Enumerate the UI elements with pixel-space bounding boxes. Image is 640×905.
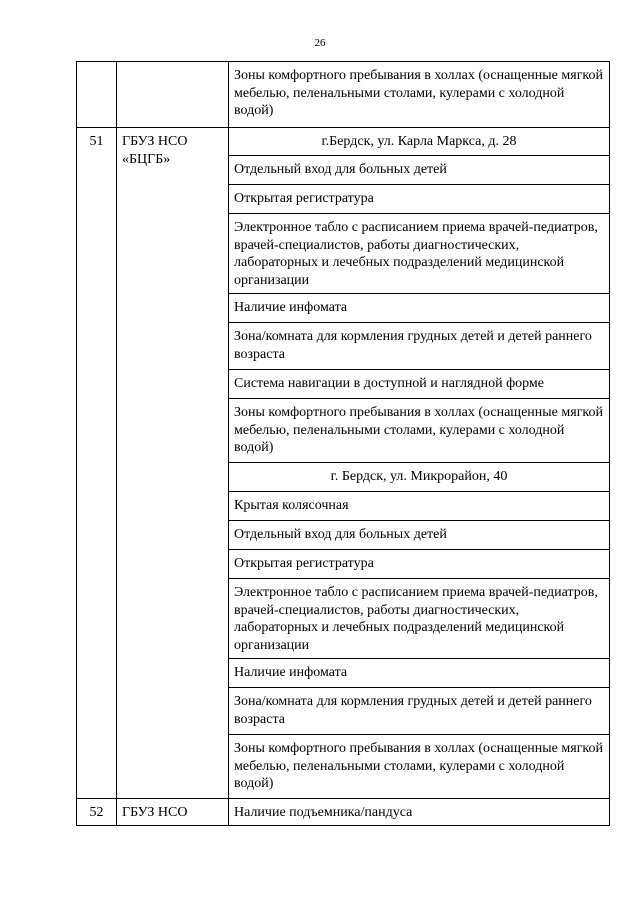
measure-cell: Электронное табло с расписанием приема врачей-педиатров, врачей-специалистов, работы диагностических, лабораторных и лечебных подразделений медицинской организации bbox=[229, 214, 610, 294]
table-row bbox=[77, 62, 610, 128]
measure-cell: Отдельный вход для больных детей bbox=[229, 521, 610, 550]
measure-cell: Крытая колясочная bbox=[229, 492, 610, 521]
measure-cell: Наличие инфомата bbox=[229, 294, 610, 323]
measure-cell: Система навигации в доступной и наглядной форме bbox=[229, 370, 610, 399]
address-cell: г.Бердск, ул. Карла Маркса, д. 28 bbox=[229, 128, 610, 156]
organization-name-line: ГБУЗ НСО bbox=[122, 134, 188, 149]
measure-cell: Зоны комфортного пребывания в холлах (оснащенные мягкой мебелью, пеленальными столами, кулерами с холодной водой) bbox=[229, 62, 610, 128]
measure-cell: Зона/комната для кормления грудных детей и детей раннего возраста bbox=[229, 688, 610, 735]
row-number-cell bbox=[77, 62, 117, 128]
organization-name-line: ГБУЗ НСО bbox=[122, 805, 188, 820]
measure-cell: Электронное табло с расписанием приема врачей-педиатров, врачей-специалистов, работы диагностических, лабораторных и лечебных подразделений медицинской организации bbox=[229, 579, 610, 659]
measure-cell: Зоны комфортного пребывания в холлах (оснащенные мягкой мебелью, пеленальными столами, кулерами с холодной водой) bbox=[229, 399, 610, 463]
organization-cell bbox=[117, 128, 229, 799]
organization-cell bbox=[117, 62, 229, 128]
measure-cell: Открытая регистратура bbox=[229, 550, 610, 579]
measure-cell: Отдельный вход для больных детей bbox=[229, 156, 610, 185]
row-number-cell: 52 bbox=[77, 799, 117, 826]
measure-cell: Наличие подъемника/пандуса bbox=[229, 799, 610, 826]
table-row bbox=[77, 128, 610, 156]
measure-cell: Наличие инфомата bbox=[229, 659, 610, 688]
measure-cell: Зоны комфортного пребывания в холлах (оснащенные мягкой мебелью, пеленальными столами, кулерами с холодной водой) bbox=[229, 735, 610, 799]
measures-table bbox=[76, 61, 610, 826]
organization-name-line: «БЦГБ» bbox=[122, 151, 171, 167]
organization-cell bbox=[117, 799, 229, 826]
measure-cell: Открытая регистратура bbox=[229, 185, 610, 214]
page-number: 26 bbox=[314, 37, 326, 49]
table-row bbox=[77, 799, 610, 826]
address-cell: г. Бердск, ул. Микрорайон, 40 bbox=[229, 463, 610, 492]
measure-cell: Зона/комната для кормления грудных детей и детей раннего возраста bbox=[229, 323, 610, 370]
row-number-cell: 51 bbox=[77, 128, 117, 799]
